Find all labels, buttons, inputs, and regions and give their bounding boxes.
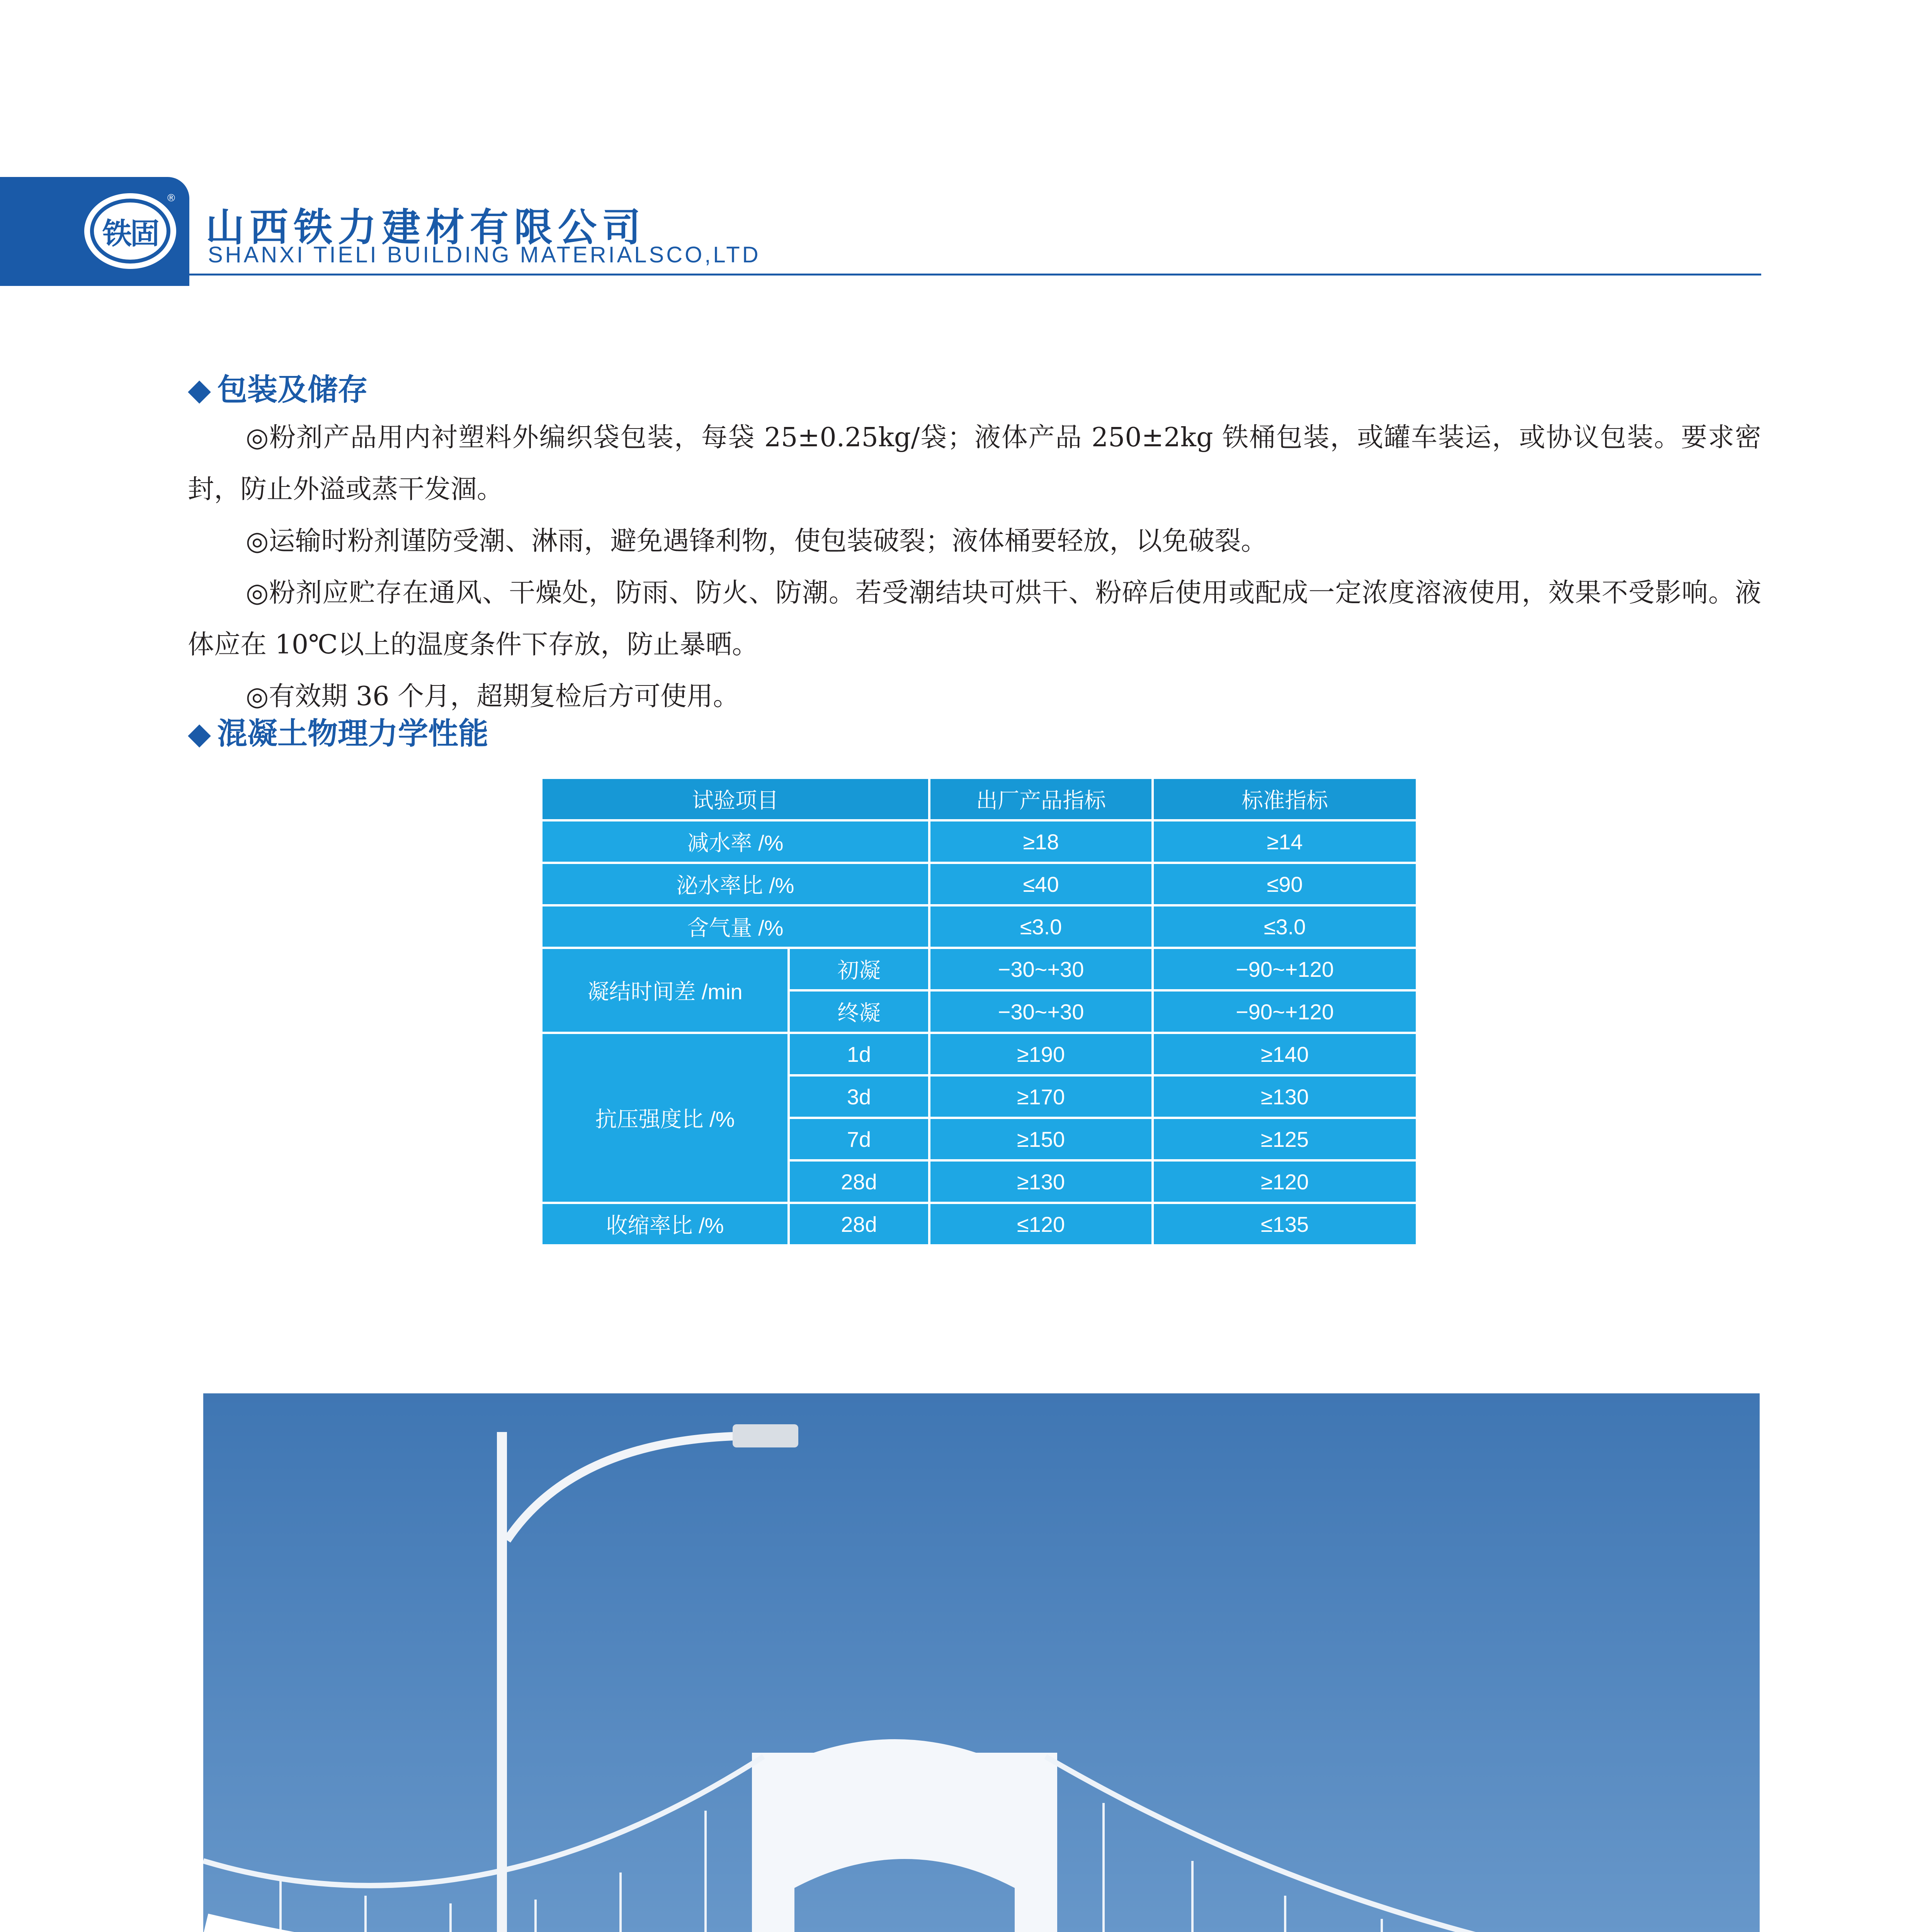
company-name-en: SHANXI TIELI BUILDING MATERIALSCO,LTD [208, 242, 761, 267]
company-logo [84, 193, 176, 269]
packaging-heading [188, 366, 368, 409]
cell-standard: ≥120 [1153, 1160, 1417, 1203]
cell-product: ≤40 [929, 863, 1153, 905]
bridge-photo [203, 1393, 1760, 1932]
cell-sub: 终凝 [789, 990, 929, 1033]
table-row [541, 1033, 1417, 1075]
packaging-paragraph: ◎粉剂产品用内衬塑料外编织袋包装，每袋 25±0.25kg/袋；液体产品 250±2kg 铁桶包装，或罐车装运，或协议包装。要求密封，防止外溢或蒸干发涸。 [188, 422, 1761, 505]
cell-standard: −90~+120 [1153, 990, 1417, 1033]
cell-sub: 7d [789, 1118, 929, 1160]
table-row [541, 948, 1417, 990]
packaging-paragraph: ◎粉剂应贮存在通风、干燥处，防雨、防火、防潮。若受潮结块可烘干、粉碎后使用或配成一定浓度溶液使用，效果不受影响。液体应在 10℃以上的温度条件下存放，防止暴晒。 [188, 578, 1761, 660]
header-product-index: 出厂产品指标 [929, 778, 1153, 820]
cell-product: −30~+30 [929, 948, 1153, 990]
cell-item: 含气量 /% [541, 905, 929, 948]
cell-standard: ≥140 [1153, 1033, 1417, 1075]
cell-product: ≥130 [929, 1160, 1153, 1203]
logo-text: 铁固 [90, 199, 170, 264]
cell-product: −30~+30 [929, 990, 1153, 1033]
cell-sub: 28d [789, 1160, 929, 1203]
packaging-body [188, 412, 1761, 723]
cell-item: 减水率 /% [541, 820, 929, 863]
table-row [541, 863, 1417, 905]
cell-product: ≤3.0 [929, 905, 1153, 948]
cell-product: ≥150 [929, 1118, 1153, 1160]
diamond-bullet-icon: ◆ [188, 372, 211, 407]
cell-item: 凝结时间差 /min [541, 948, 789, 1033]
cell-standard: ≤3.0 [1153, 905, 1417, 948]
packaging-paragraph: ◎运输时粉剂谨防受潮、淋雨，避免遇锋利物，使包装破裂；液体桶要轻放，以免破裂。 [246, 526, 1267, 556]
cell-standard: ≥14 [1153, 820, 1417, 863]
header-standard-index: 标准指标 [1153, 778, 1417, 820]
cell-product: ≥190 [929, 1033, 1153, 1075]
performance-table [540, 777, 1418, 1247]
cell-item: 抗压强度比 /% [541, 1033, 789, 1203]
cell-sub: 3d [789, 1075, 929, 1118]
cell-product: ≥18 [929, 820, 1153, 863]
packaging-paragraph: ◎有效期 36 个月，超期复检后方可使用。 [246, 681, 740, 712]
cell-sub: 1d [789, 1033, 929, 1075]
company-name-cn: 山西铁力建材有限公司 [206, 204, 646, 250]
packaging-heading-text: 包装及储存 [217, 372, 368, 407]
header-test-item: 试验项目 [541, 778, 929, 820]
cell-item: 收缩率比 /% [541, 1203, 789, 1245]
cell-standard: ≥125 [1153, 1118, 1417, 1160]
cell-standard: ≥130 [1153, 1075, 1417, 1118]
cell-sub: 初凝 [789, 948, 929, 990]
table-header-row [541, 778, 1417, 820]
cell-standard: −90~+120 [1153, 948, 1417, 990]
performance-heading-text: 混凝土物理力学性能 [217, 716, 489, 751]
cell-product: ≤120 [929, 1203, 1153, 1245]
cell-sub: 28d [789, 1203, 929, 1245]
registered-mark: ® [166, 192, 176, 204]
cell-product: ≥170 [929, 1075, 1153, 1118]
table-row [541, 1203, 1417, 1245]
table-row [541, 820, 1417, 863]
performance-heading [188, 709, 488, 753]
cell-standard: ≤90 [1153, 863, 1417, 905]
cell-standard: ≤135 [1153, 1203, 1417, 1245]
diamond-bullet-icon: ◆ [188, 716, 211, 751]
header-rule [189, 274, 1761, 276]
table-row [541, 905, 1417, 948]
cell-item: 泌水率比 /% [541, 863, 929, 905]
